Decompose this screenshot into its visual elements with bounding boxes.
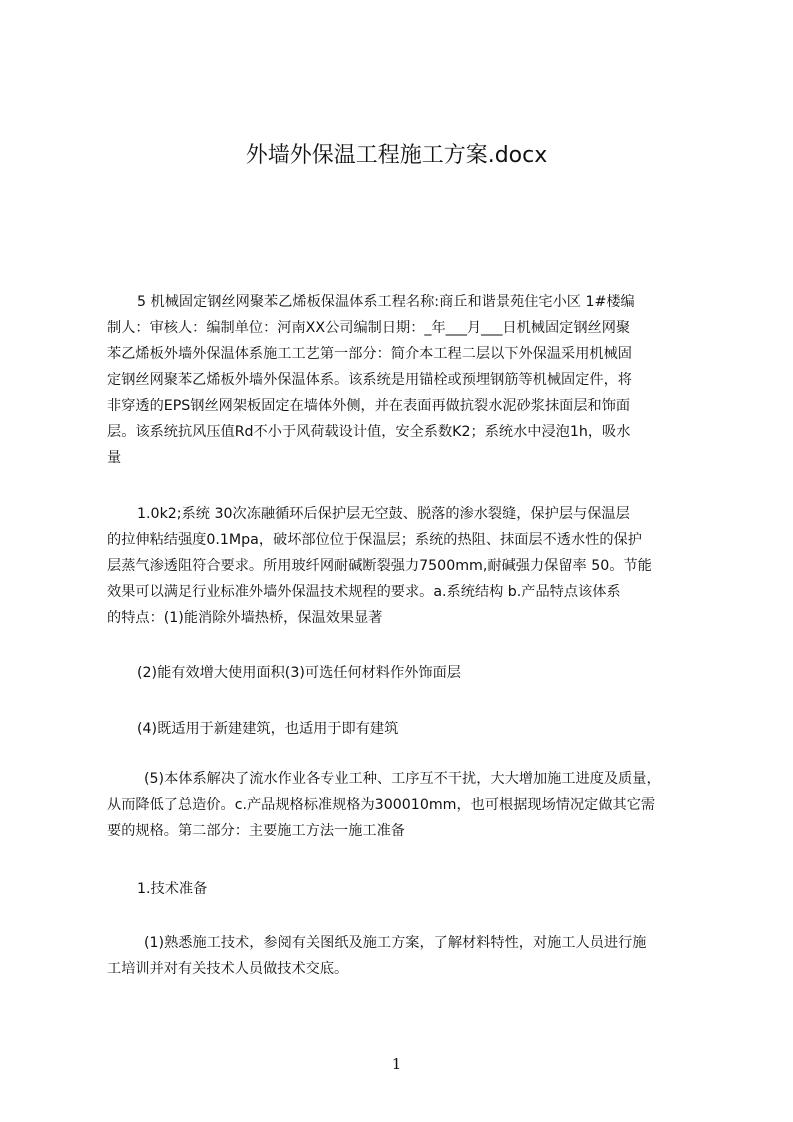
text-line: 工培训并对有关技术人员做技术交底。 <box>107 961 349 977</box>
text-line: 效果可以满足行业标准外墙外保温技术规程的要求。a.系统结构 b.产品特点该体系 <box>107 584 621 600</box>
text-line: 苯乙烯板外墙外保温体系施工工艺第一部分：简介本工程二层以下外保温采用机械固 <box>107 346 632 362</box>
text-line: (4)既适用于新建建筑，也适用于即有建筑 <box>137 721 399 737</box>
text-line: (2)能有效增大使用面积(3)可选任何材料作外饰面层 <box>137 665 461 681</box>
paragraph-system-performance <box>107 501 697 631</box>
paragraph-project-intro <box>107 289 697 471</box>
text-line: 的特点：(1)能消除外墙热桥，保温效果显著 <box>107 610 383 626</box>
paragraph-feature-4 <box>107 716 697 742</box>
text-line: 1.0k2;系统 30次冻融循环后保护层无空鼓、脱落的渗水裂缝，保护层与保温层 <box>137 506 630 522</box>
text-line: 制人：审核人：编制单位：河南XX公司编制日期：_年___月___日机械固定钢丝网聚 <box>107 320 631 336</box>
text-line: (1)熟悉施工技术，参阅有关图纸及施工方案，了解材料特性，对施工人员进行施 <box>144 935 647 951</box>
text-line: 的拉伸粘结强度0.1Mpa，破坏部位位于保温层；系统的热阻、抹面层不透水性的保护 <box>107 532 642 548</box>
text-line: 从而降低了总造价。c.产品规格标准规格为300010mm，也可根据现场情况定做其它需 <box>107 797 656 813</box>
text-line: 1.技术准备 <box>137 881 208 897</box>
page-number: 1 <box>391 1055 402 1073</box>
text-line: 量 <box>107 450 122 466</box>
text-line: (5)本体系解决了流水作业各专业工种、工序互不干扰，大大增加施工进度及质量， <box>144 771 661 787</box>
text-line: 非穿透的EPS钢丝网架板固定在墙体外侧，并在表面再做抗裂水泥砂浆抹面层和饰面 <box>107 398 631 414</box>
text-line: 5 机械固定钢丝网聚苯乙烯板保温体系工程名称:商丘和谐景苑住宅小区 1#楼编 <box>137 294 635 310</box>
text-line: 层。该系统抗风压值Rd不小于风荷载设计值，安全系数K2；系统水中浸泡1h，吸水 <box>107 424 631 440</box>
text-line: 定钢丝网聚苯乙烯板外墙外保温体系。该系统是用锚栓或预埋钢筋等机械固定件，将 <box>107 372 632 388</box>
paragraph-feature-5 <box>107 766 697 844</box>
document-title: 外墙外保温工程施工方案.docx <box>245 143 548 168</box>
heading-technical-preparation <box>107 876 697 902</box>
text-line: 层蒸气渗透阻符合要求。所用玻纤网耐碱断裂强力7500mm,耐碱强力保留率 50。节能 <box>107 558 652 574</box>
text-line: 要的规格。第二部分：主要施工方法一施工准备 <box>107 823 405 839</box>
paragraph-construction-training <box>107 930 697 982</box>
paragraph-feature-2-3 <box>107 660 697 686</box>
